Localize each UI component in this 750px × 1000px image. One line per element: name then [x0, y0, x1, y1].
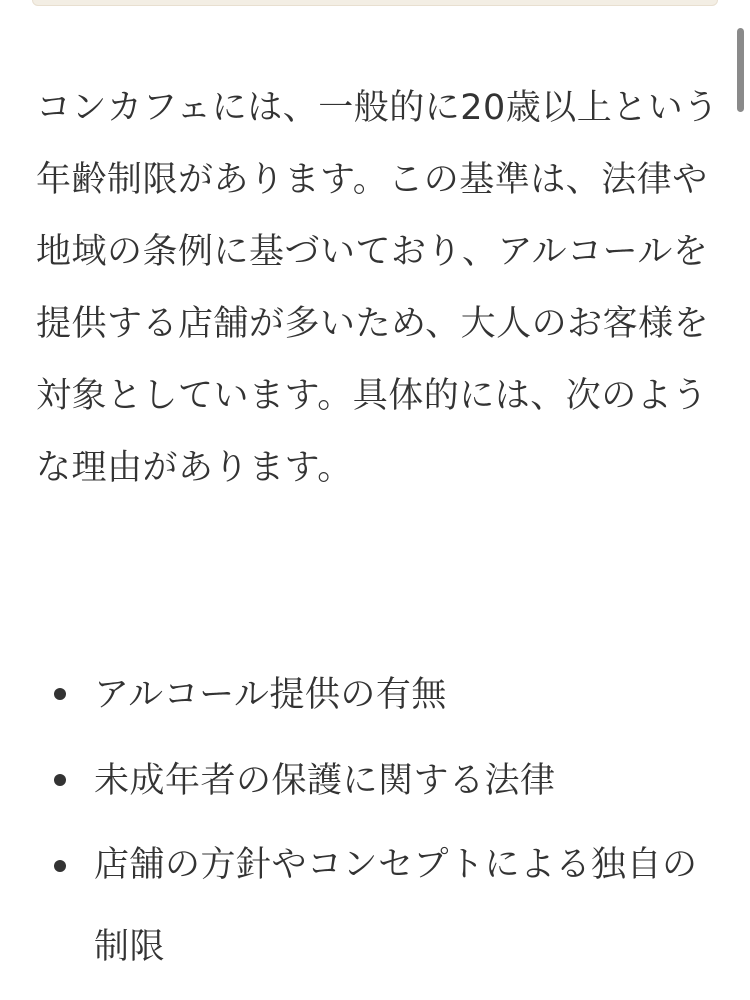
- scrollbar-thumb[interactable]: [737, 28, 744, 112]
- reasons-list: [0, 652, 740, 988]
- bullet-icon: [54, 774, 66, 786]
- list-item-text: 店舗の方針やコンセプトによる独自の制限: [94, 845, 698, 967]
- list-item: [0, 738, 714, 824]
- previous-content-box: [32, 0, 718, 6]
- bullet-icon: [54, 860, 66, 872]
- list-item-text: 未成年者の保護に関する法律: [94, 761, 556, 801]
- list-item: [0, 652, 714, 738]
- list-item-text: アルコール提供の有無: [94, 675, 447, 715]
- bullet-icon: [54, 688, 66, 700]
- list-item: [0, 824, 714, 988]
- article-paragraph: コンカフェには、一般的に20歳以上という年齢制限があります。この基準は、法律や地域の条例に基づいており、アルコールを提供する店舗が多いため、大人のお客様を対象としています。具体的には、次のような理由があります。: [36, 88, 719, 488]
